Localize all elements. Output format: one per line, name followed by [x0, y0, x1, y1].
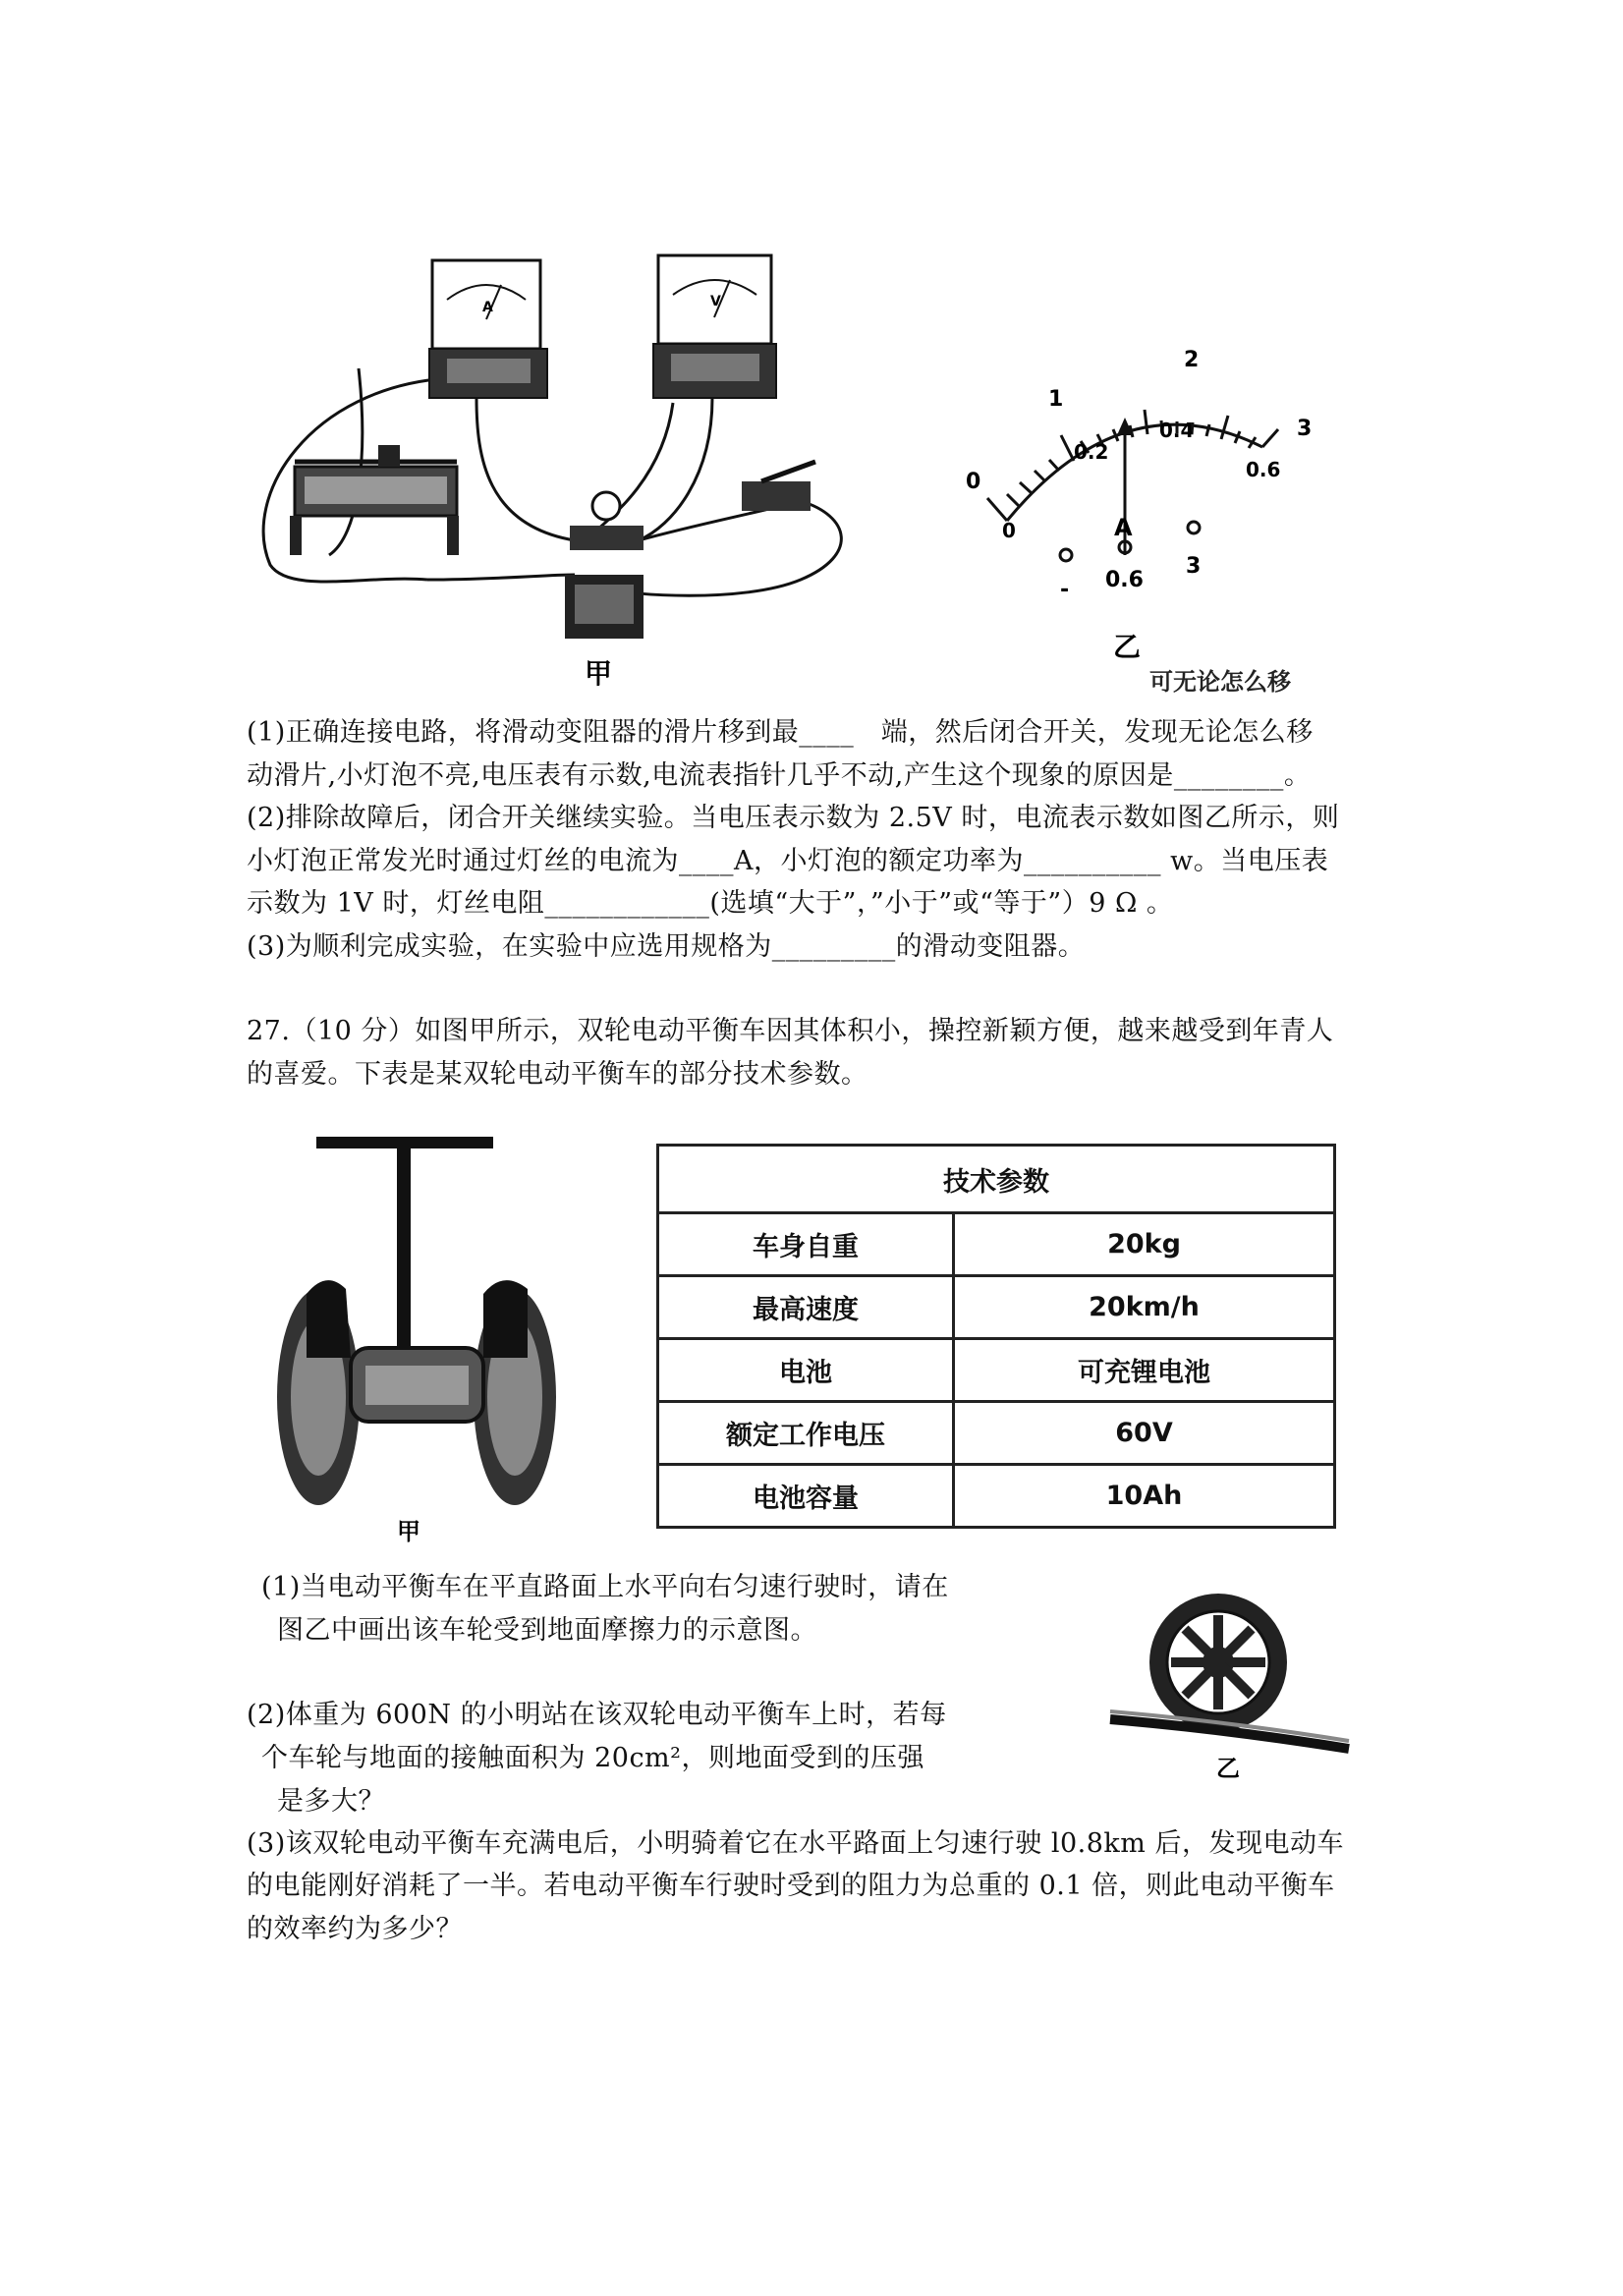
- q26-line-3: (2)排除故障后，闭合开关继续实验。当电压表示数为 2.5V 时，电流表示数如图乙所示，则: [247, 803, 1340, 833]
- table-title: 技术参数: [658, 1146, 1335, 1213]
- table-cell-label: 电池: [658, 1339, 954, 1402]
- technical-parameters-table: [656, 1144, 1336, 1529]
- table-row: [658, 1276, 1335, 1339]
- dial-arc: [1007, 424, 1262, 521]
- dial-outer-label-0: 0: [966, 470, 981, 494]
- circuit-caption-jia: 甲: [585, 657, 613, 690]
- q26-line-4: 小灯泡正常发光时通过灯丝的电流为____A，小灯泡的额定功率为__________ w。当电压表: [247, 846, 1329, 876]
- q27-sub1-line-1: (1)当电动平衡车在平直路面上水平向右匀速行驶时，请在: [261, 1572, 949, 1602]
- q27-sub3-line-1: (3)该双轮电动平衡车充满电后，小明骑着它在水平路面上匀速行驶 l0.8km 后，发现电动车: [247, 1828, 1344, 1859]
- dial-outer-label-3: 3: [1297, 417, 1313, 441]
- q27-intro-line-2: 的喜爱。下表是某双轮电动平衡车的部分技术参数。: [247, 1059, 868, 1090]
- table-cell-label: 额定工作电压: [658, 1402, 954, 1465]
- wheel-caption: 乙: [1216, 1755, 1240, 1782]
- scooter-figure-jia: [257, 1132, 572, 1544]
- table-cell-label: 电池容量: [658, 1465, 954, 1528]
- terminal-label-0.6: 0.6: [1105, 568, 1144, 592]
- table-row: [658, 1402, 1335, 1465]
- q27-sub3-line-2: 的电能刚好消耗了一半。若电动平衡车行驶时受到的阻力为总重的 0.1 倍，则此电动平衡车: [247, 1871, 1335, 1901]
- table-cell-label: 最高速度: [658, 1276, 954, 1339]
- q27-sub1-line-2: 图乙中画出该车轮受到地面摩擦力的示意图。: [277, 1615, 817, 1646]
- q26-line-2: 动滑片,小灯泡不亮,电压表有示数,电流表指针几乎不动,产生这个现象的原因是________。: [247, 760, 1312, 791]
- table-cell-value: 可充锂电池: [954, 1339, 1335, 1402]
- wheel-figure-yi: [1108, 1584, 1356, 1790]
- scooter-caption: 甲: [397, 1518, 420, 1544]
- table-row: [658, 1339, 1335, 1402]
- switch-device: [742, 462, 815, 511]
- rheostat-device: [290, 445, 459, 555]
- cutoff-text: 可无论怎么移: [1149, 668, 1291, 693]
- ammeter-letter: A: [482, 300, 493, 315]
- voltmeter-letter: V: [710, 294, 721, 309]
- q27-sub2-line-2: 个车轮与地面的接触面积为 20cm²，则地面受到的压强: [261, 1743, 924, 1773]
- q26-line-5: 示数为 1V 时，灯丝电阻____________(选填“大于”，”小于”或“等于”）9 Ω 。: [247, 888, 1174, 919]
- table-row: [658, 1213, 1335, 1276]
- table-row: [658, 1465, 1335, 1528]
- table-cell-value: 20kg: [954, 1213, 1335, 1276]
- dial-caption-yi: 乙: [1113, 631, 1142, 663]
- dial-inner-label-0: 0: [1002, 519, 1016, 542]
- q26-line-1: (1)正确连接电路，将滑动变阻器的滑片移到最____ 端，然后闭合开关，发现无论怎么移: [247, 717, 1314, 748]
- table-cell-value: 10Ah: [954, 1465, 1335, 1528]
- q27-sub2-line-3: 是多大？: [277, 1786, 385, 1817]
- voltmeter-device: [653, 255, 776, 398]
- terminal-label-3: 3: [1186, 554, 1202, 579]
- q27-sub2-line-1: (2)体重为 600N 的小明站在该双轮电动平衡车上时，若每: [247, 1700, 947, 1730]
- q27-sub3-line-3: 的效率约为多少？: [247, 1914, 463, 1944]
- dial-inner-label-0.2: 0.2: [1074, 440, 1109, 464]
- q26-line-6: (3)为顺利完成实验，在实验中应选用规格为_________的滑动变阻器。: [247, 931, 1086, 962]
- terminal-label-minus: -: [1060, 578, 1070, 602]
- ammeter-dial-figure-yi: [948, 339, 1321, 693]
- circuit-figure-jia: [251, 241, 879, 698]
- dial-inner-label-0.4: 0.4: [1159, 419, 1195, 442]
- table-cell-value: 60V: [954, 1402, 1335, 1465]
- q27-intro-line-1: 27.（10 分）如图甲所示，双轮电动平衡车因其体积小，操控新颖方便，越来越受到年青人: [247, 1016, 1334, 1046]
- battery-device: [565, 575, 644, 639]
- dial-outer-label-2: 2: [1184, 348, 1200, 372]
- table-cell-value: 20km/h: [954, 1276, 1335, 1339]
- ammeter-device: [429, 260, 547, 398]
- table-cell-label: 车身自重: [658, 1213, 954, 1276]
- dial-unit-label: A: [1114, 514, 1133, 541]
- dial-outer-label-1: 1: [1048, 387, 1064, 412]
- dial-inner-label-0.6: 0.6: [1246, 458, 1281, 481]
